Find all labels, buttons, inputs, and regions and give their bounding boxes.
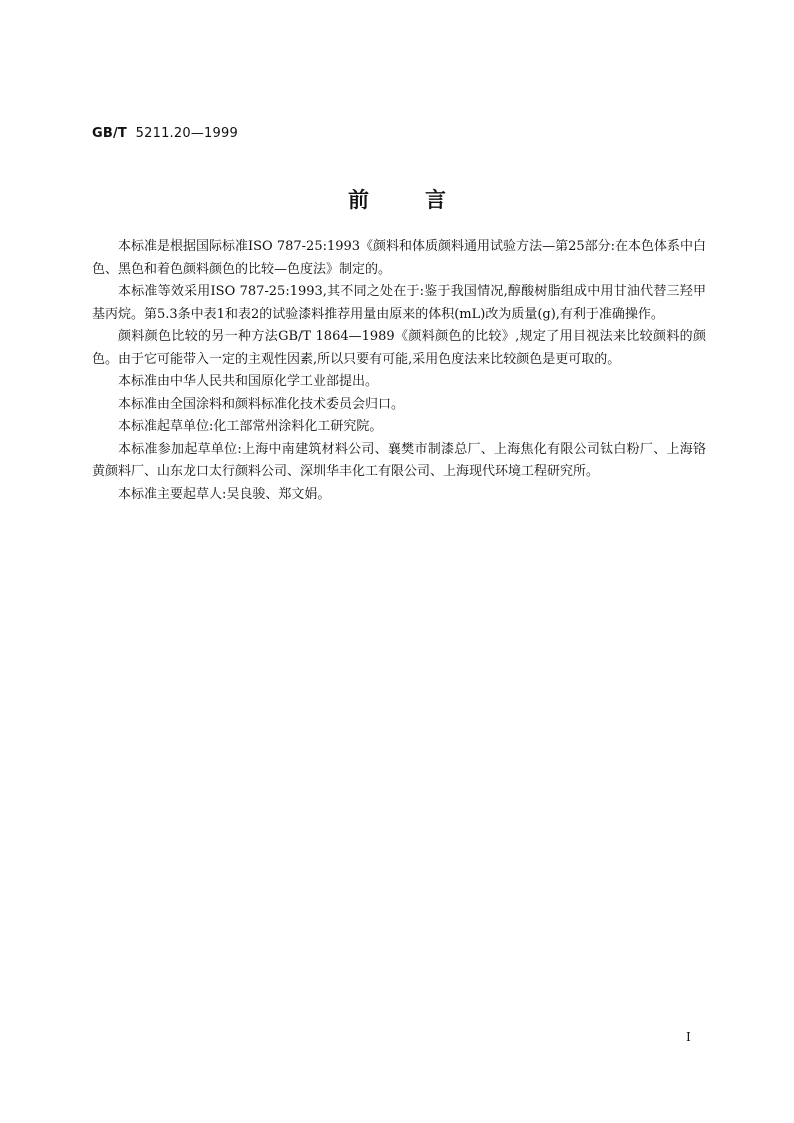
foreword-title: 前言: [348, 188, 502, 212]
paragraph-proposer: 本标准由中华人民共和国原化学工业部提出。: [118, 374, 379, 389]
paragraph-committee: 本标准由全国涂料和颜料标准化技术委员会归口。: [118, 396, 405, 412]
standard-code: [92, 126, 238, 142]
paragraph-equivalence: 本标准等效采用ISO 787-25:1993,其不同之处在于:鉴于我国情况,醇酸树脂组成中用甘油代替三羟甲基丙烷。第5.3条中表1和表2的试验漆料推荐用量由原来的体积(mL)改为质量(g),有利于准确操作。: [92, 284, 706, 322]
paragraph-participating-units: 本标准参加起草单位:上海中南建筑材料公司、襄樊市制漆总厂、上海焦化有限公司钛白粉厂、上海铬黄颜料厂、山东龙口太行颜料公司、深圳华丰化工有限公司、上海现代环境工程研究所。: [92, 441, 706, 479]
paragraph-basis: 本标准是根据国际标准ISO 787-25:1993《颜料和体质颜料通用试验方法—第25部分:在本色体系中白色、黑色和着色颜料颜色的比较—色度法》制定的。: [92, 239, 706, 277]
standard-prefix: GB/T: [92, 126, 127, 141]
paragraph-alternative-method: 颜料颜色比较的另一种方法GB/T 1864—1989《颜料颜色的比较》,规定了用目视法来比较颜料的颜色。由于它可能带入一定的主观性因素,所以只要有可能,采用色度法来比较颜色是更可取的。: [92, 329, 707, 367]
foreword-body: [92, 236, 706, 506]
paragraph-drafting-unit: 本标准起草单位:化工部常州涂料化工研究院。: [118, 419, 383, 434]
page-number: I: [686, 1030, 691, 1044]
standard-number: 5211.20—1999: [135, 126, 238, 141]
paragraph-drafters: 本标准主要起草人:吴良骏、郑文娟。: [118, 486, 331, 502]
